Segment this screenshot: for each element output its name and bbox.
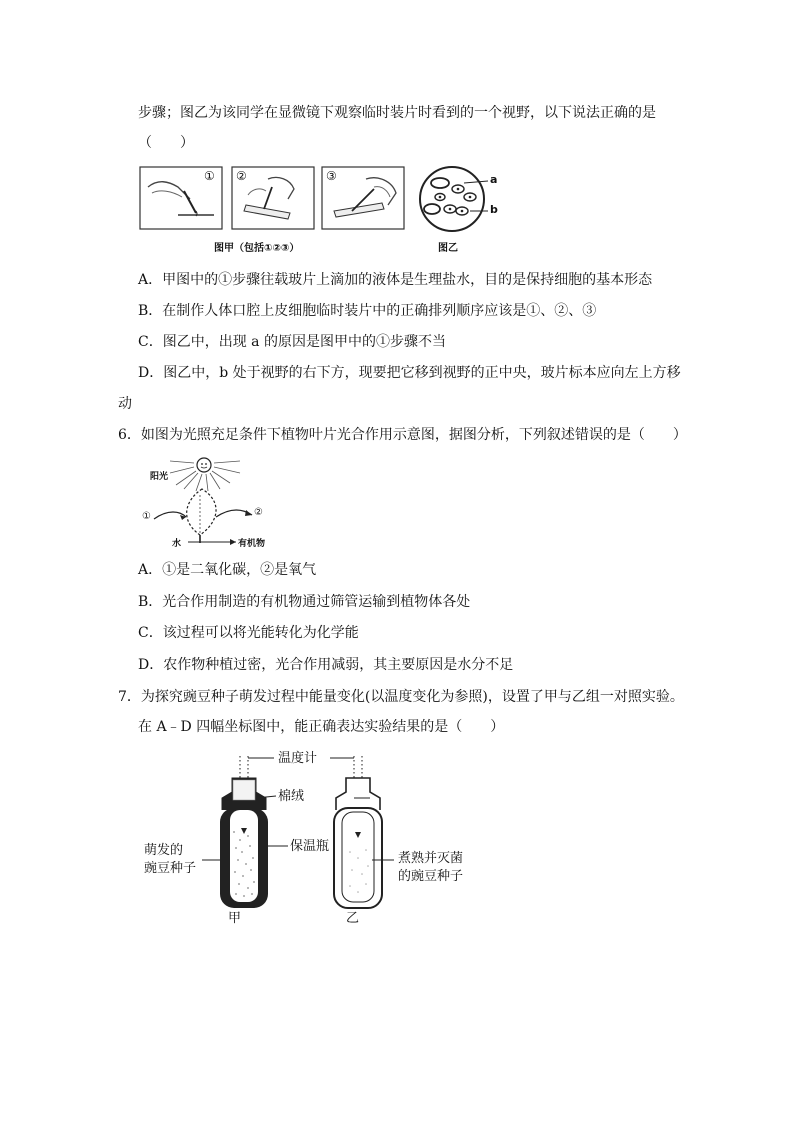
label-water: 水 [172,539,182,549]
q6-option-c: C．该过程可以将光能转化为化学能 [138,625,359,641]
q6-option-a: A．①是二氧化碳，②是氧气 [138,562,317,578]
mark-a: a [490,173,498,186]
label-mark-2: ② [254,507,263,518]
label-boiled-seeds-l2: 的豌豆种子 [398,869,464,884]
label-thermos-flask: 保温瓶 [290,839,330,854]
step-label-3: ③ [326,169,337,183]
q6-option-d: D．农作物种植过密，光合作用减弱，其主要原因是水分不足 [138,657,514,673]
q5-option-c: C．图乙中，出现 a 的原因是图甲中的①步骤不当 [138,334,446,350]
q7-figure [140,748,500,928]
step-label-2: ② [236,169,247,183]
label-sunlight: 阳光 [150,472,169,482]
label-group-yi: 乙 [346,911,360,926]
q5-figure-yi [410,165,510,233]
q5-option-d: D．图乙中，b 处于视野的右下方，现要把它移到视野的正中央，玻片标本应向左上方移 [138,365,681,381]
q5-option-d-wrap: 动 [118,396,132,412]
q5-stem-line1: 步骤；图乙为该同学在显微镜下观察临时装片时看到的一个视野，以下说法正确的是 [138,105,656,121]
label-germinating-seeds-l2: 豌豆种子 [144,861,197,876]
q5-figure-yi-caption: 图乙 [438,243,458,254]
label-cotton: 棉绒 [278,789,305,804]
label-germinating-seeds-l1: 萌发的 [144,843,184,858]
q5-figure-jia [138,165,406,233]
label-mark-1: ① [142,511,151,522]
q5-figure-jia-caption: 图甲（包括①②③） [214,243,300,254]
step-label-1: ① [204,169,215,183]
label-thermometer: 温度计 [278,751,318,766]
q6-figure [140,455,280,550]
q6-stem: 6．如图为光照充足条件下植物叶片光合作用示意图，据图分析，下列叙述错误的是（ ） [118,427,687,443]
label-group-jia: 甲 [228,911,242,926]
q7-stem-line1: 7．为探究豌豆种子萌发过程中能量变化(以温度变化为参照)，设置了甲与乙组一对照实验。 [118,689,684,705]
q5-stem-line2: （ ） [138,135,194,151]
label-boiled-seeds-l1: 煮熟并灭菌 [398,851,464,866]
slide-preparation-illustration [138,165,406,233]
q5-option-a: A．甲图中的①步骤往载玻片上滴加的液体是生理盐水，目的是保持细胞的基本形态 [138,272,653,288]
label-organic: 有机物 [238,539,266,549]
q6-option-b: B．光合作用制造的有机物通过筛管运输到植物体各处 [138,594,471,610]
q7-stem-line2: 在 A﹣D 四幅坐标图中，能正确表达实验结果的是（ ） [138,719,505,735]
q5-option-b: B．在制作人体口腔上皮细胞临时装片中的正确排列顺序应该是①、②、③ [138,303,597,319]
mark-b: b [490,203,498,216]
